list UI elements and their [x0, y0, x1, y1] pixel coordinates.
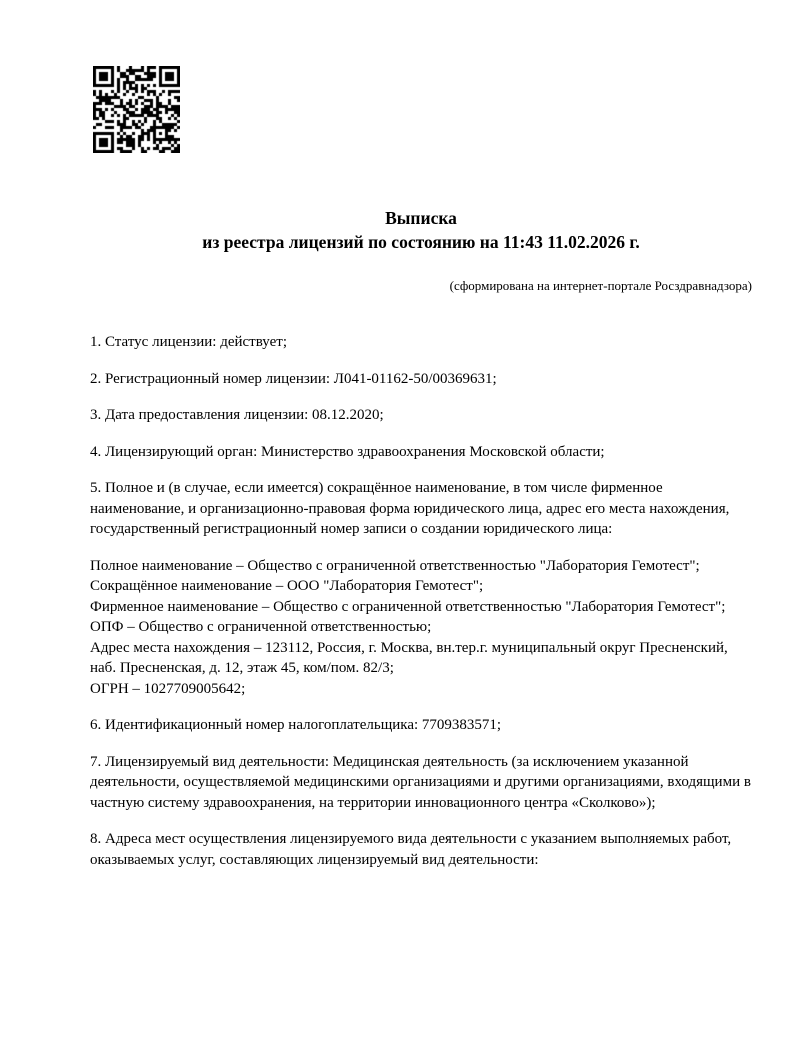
- org-details-block: [90, 556, 752, 700]
- org-short-name: Сокращённое наименование – ООО "Лаборатория Гемотест";: [90, 578, 484, 594]
- item-org-intro: 5. Полное и (в случае, если имеется) сокращённое наименование, в том числе фирменное наименование, и организационно-правовая форма юридического лица, адрес его места нахождения, государственный регистрационный номер записи о создании юридического лица:: [90, 480, 730, 537]
- org-legal-form: ОПФ – Общество с ограниченной ответственностью;: [90, 619, 432, 635]
- item-grant-date: 3. Дата предоставления лицензии: 08.12.2020;: [90, 407, 384, 423]
- title-line-2: из реестра лицензий по состоянию на 11:43 11.02.2026 г.: [202, 232, 640, 252]
- title-line-1: Выписка: [385, 208, 457, 228]
- item-inn: 6. Идентификационный номер налогоплательщика: 7709383571;: [90, 717, 502, 733]
- document-content: [90, 0, 752, 886]
- document-title: [90, 206, 752, 254]
- document-body: [90, 332, 752, 870]
- item-licensed-activity: 7. Лицензируемый вид деятельности: Медицинская деятельность (за исключением указанной деятельности, осуществляемой медицинскими организациями и другими организациями, входящими в частную систему здравоохранения, на территории инновационного центра «Сколково»);: [90, 753, 751, 811]
- item-licensing-authority: 4. Лицензирующий орган: Министерство здравоохранения Московской области;: [90, 443, 605, 460]
- org-full-name: Полное наименование – Общество с ограниченной ответственностью "Лаборатория Гемотест";: [90, 557, 700, 574]
- item-registration-number: 2. Регистрационный номер лицензии: Л041-01162-50/00369631;: [90, 370, 497, 387]
- org-ogrn: ОГРН – 1027709005642;: [90, 680, 246, 697]
- org-brand-name: Фирменное наименование – Общество с ограниченной ответственностью "Лаборатория Гемотест";: [90, 598, 726, 615]
- item-license-status: 1. Статус лицензии: действует;: [90, 334, 287, 350]
- item-addresses-intro: 8. Адреса мест осуществления лицензируемого вида деятельности с указанием выполняемых работ, оказываемых услуг, составляющих лицензируемый вид деятельности:: [90, 831, 732, 868]
- formed-note: (сформирована на интернет-портале Росздравнадзора): [449, 278, 752, 293]
- org-address: Адрес места нахождения – 123112, Россия, г. Москва, вн.тер.г. муниципальный округ Пресненский, наб. Пресненская, д. 12, этаж 45, ком/пом. 82/3;: [90, 639, 728, 676]
